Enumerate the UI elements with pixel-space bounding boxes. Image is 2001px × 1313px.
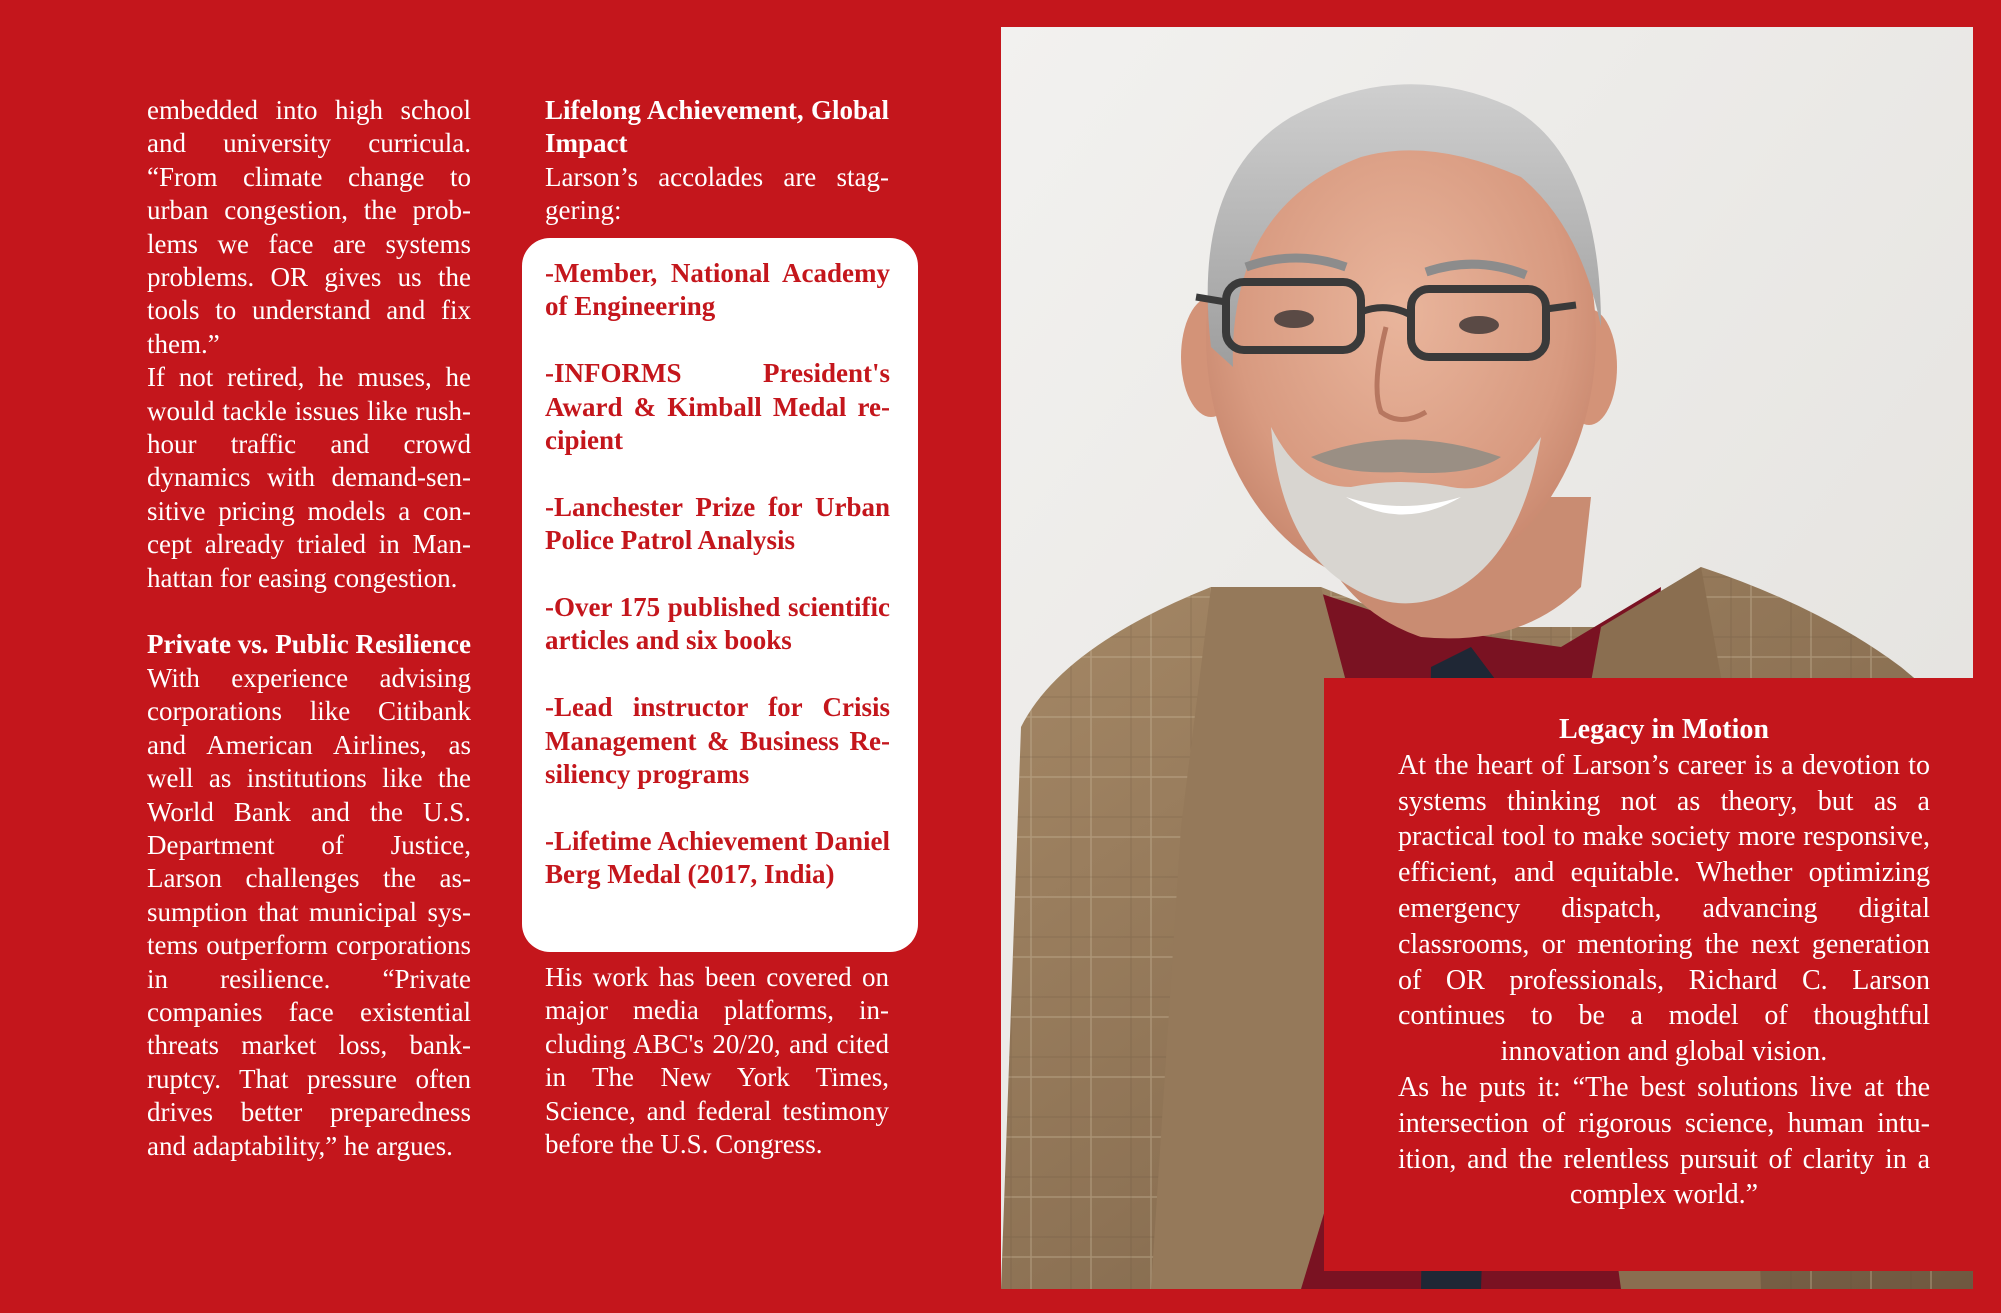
award-item: -INFORMS President's Award & Kimball Medal recipient [545,358,890,456]
retired-paragraph: If not retired, he muses, he would tackle issues like rush-hour traffic and crowd dynamics with demand-sensitive pricing models a concept already trialed in Manhattan for easing congestion. [147,362,471,593]
middle-column-top [545,94,889,228]
accolades-intro: Larson’s accolades are staggering: [545,161,889,226]
intro-paragraph: embedded into high school and university curricula. “From climate change to urban congestion, the problems we face are systems problems. OR gives us the tools to understand and fix them.” [147,95,471,359]
legacy-heading: Legacy in Motion [1559,714,1769,745]
resilience-paragraph: With experience advising corporations like Citibank and American Airlines, as well as institutions like the World Bank and the U.S. Department of Justice, Larson challenges the assumption that municipal systems outperform corporations in resilience. “Private companies face existential threats market loss, bankruptcy. That pressure often drives better preparedness and adaptability,” he argues. [147,662,471,1161]
award-item: -Lanchester Prize for Urban Police Patrol Analysis [545,491,890,556]
legacy-quote: As he puts it: “The best solutions live at the intersection of rigorous science, human intuition, and the relentless pursuit of clarity in a complex world.” [1398,1071,1930,1211]
award-item: -Lifetime Achievement Daniel Berg Medal (2017, India) [545,825,890,890]
resilience-heading: Private vs. Public Resilience [147,629,471,660]
legacy-box [1324,678,1974,1271]
award-item: -Over 175 published scientific articles and six books [545,592,890,656]
achievement-heading: Lifelong Achievement, Global Impact [545,95,889,159]
left-column [147,94,471,1163]
award-item: -Lead instructor for Crisis Management & Business Resiliency programs [545,692,890,790]
legacy-paragraph: At the heart of Larson’s career is a devotion to systems thinking not as theory, but as a practical tool to make society more responsive, efficient, and equitable. Whether optimizing emergency dispatch, advancing digital classrooms, or mentoring the next generation of OR professionals, Richard C. Larson continues to be a model of thoughtful innovation and global vision. [1398,749,1930,1068]
media-paragraph: His work has been covered on major media platforms, including ABC's 20/20, and cited in The New York Times, Science, and federal testimony before the U.S. Congress. [545,962,889,1160]
award-item: -Member, National Academy of Engineering [545,258,890,322]
section-spacer [147,595,471,628]
awards-box [522,238,918,952]
